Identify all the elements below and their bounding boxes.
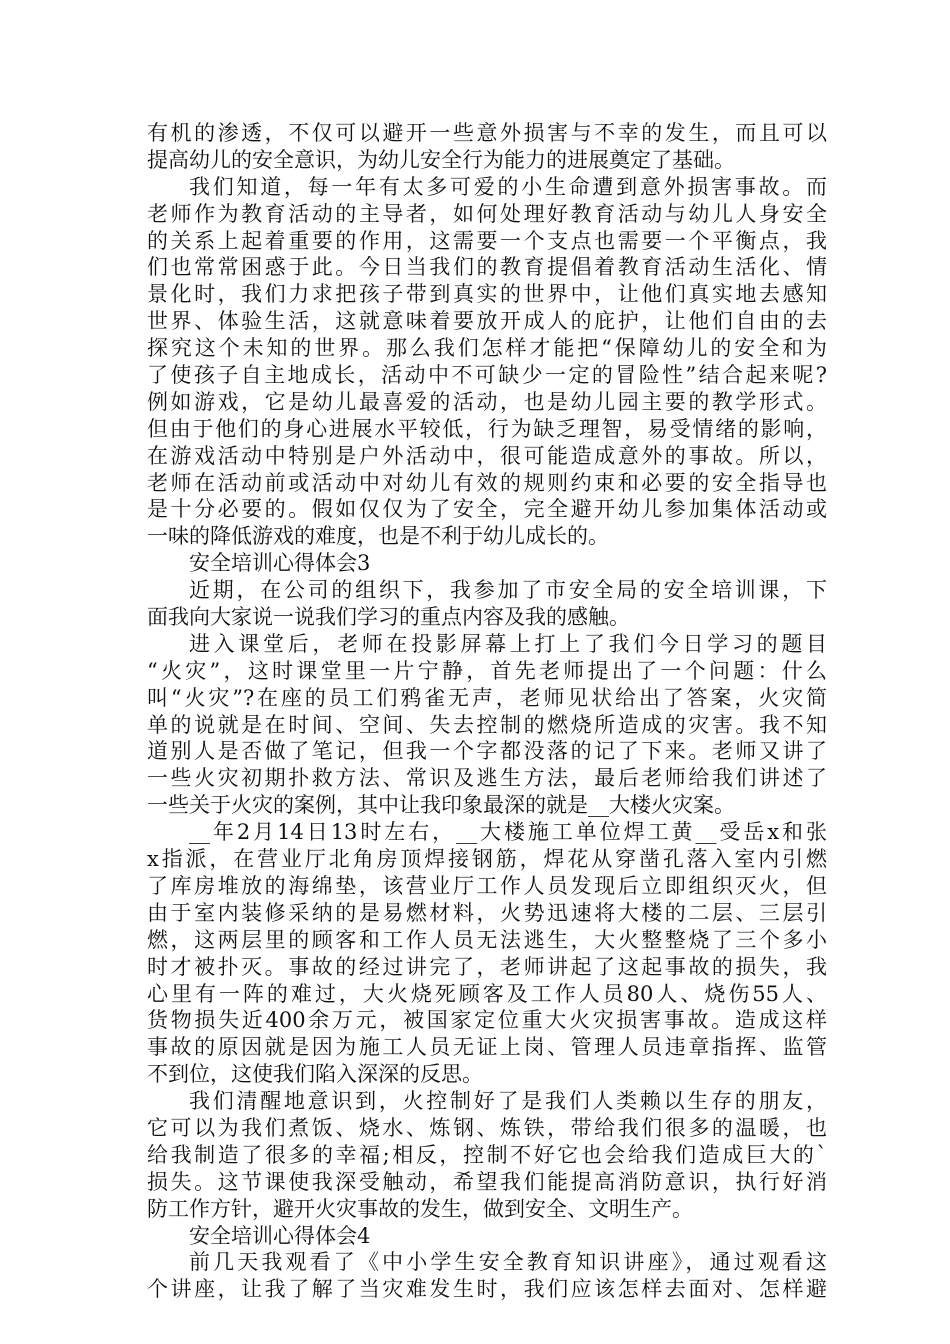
text-line: 一些火灾初期扑救方法、常识及逃生方法，最后老师给我们讲述了	[147, 766, 827, 791]
text-line: 心里有一阵的难过，大火烧死顾客及工作人员80人、烧伤55人、	[147, 981, 827, 1006]
text-line: 但由于他们的身心进展水平较低，行为缺乏理智，易受情绪的影响，	[147, 416, 827, 441]
text-line: 近期，在公司的组织下，我参加了市安全局的安全培训课，下	[189, 578, 827, 603]
text-line: 它可以为我们煮饭、烧水、炼钢、炼铁，带给我们很多的温暖，也	[147, 1115, 827, 1140]
text-line: 了库房堆放的海绵垫，该营业厅工作人员发现后立即组织灭火，但	[147, 873, 827, 898]
text-line: 进入课堂后，老师在投影屏幕上打上了我们今日学习的题目	[189, 631, 827, 656]
text-line: 安全培训心得体会3	[189, 551, 371, 576]
text-line: 的关系上起着重要的作用，这需要一个支点也需要一个平衡点，我	[147, 228, 827, 253]
text-line: 时才被扑灭。事故的经过讲完了，老师讲起了这起事故的损失，我	[147, 954, 827, 979]
text-line: 事故的原因就是因为施工人员无证上岗、管理人员违章指挥、监管	[147, 1035, 827, 1060]
text-line: 世界、体验生活，这就意味着要放开成人的庇护，让他们自由的去	[147, 309, 827, 334]
text-line: 叫“火灾”?在座的员工们鸦雀无声，老师见状给出了答案，火灾简	[147, 685, 827, 710]
text-line: x指派，在营业厅北角房顶焊接钢筋，焊花从穿凿孔落入室内引燃	[147, 847, 827, 872]
text-line: 给我制造了很多的幸福;相反，控制不好它也会给我们造成巨大的`	[147, 1142, 827, 1167]
text-line: “火灾”，这时课堂里一片宁静，首先老师提出了一个问题：什么	[147, 658, 827, 683]
text-line: 损失。这节课使我深受触动，希望我们能提高消防意识，执行好消	[147, 1169, 827, 1194]
text-line: 前几天我观看了《中小学生安全教育知识讲座》，通过观看这	[189, 1250, 827, 1275]
text-line: 一些关于火灾的案例，其中让我印象最深的就是__大楼火灾案。	[147, 793, 735, 818]
text-line: 道别人是否做了笔记，但我一个字都没落的记了下来。老师又讲了	[147, 739, 827, 764]
text-line: 我们清醒地意识到，火控制好了是我们人类赖以生存的朋友，	[189, 1089, 827, 1114]
text-line: 们也常常困惑于此。今日当我们的教育提倡着教育活动生活化、情	[147, 255, 827, 280]
text-line: 燃，这两层里的顾客和工作人员无法逃生，大火整整烧了三个多小	[147, 927, 827, 952]
text-line: 提高幼儿的安全意识，为幼儿安全行为能力的进展奠定了基础。	[147, 147, 735, 172]
text-line: 安全培训心得体会4	[189, 1223, 371, 1248]
text-line: 是十分必要的。假如仅仅为了安全，完全避开幼儿参加集体活动或	[147, 497, 827, 522]
text-line: 我们知道，每一年有太多可爱的小生命遭到意外损害事故。而	[189, 174, 827, 199]
text-line: 探究这个未知的世界。那么我们怎样才能把“保障幼儿的安全和为	[147, 336, 827, 361]
document-body	[147, 120, 827, 1303]
text-line: 有机的渗透，不仅可以避开一些意外损害与不幸的发生，而且可以	[147, 121, 827, 145]
text-line: 老师在活动前或活动中对幼儿有效的规则约束和必要的安全指导也	[147, 470, 827, 495]
text-line: 货物损失近400余万元，被国家定位重大火灾损害事故。造成这样	[147, 1008, 827, 1033]
text-line: __年2月14日13时左右，__大楼施工单位焊工黄__受岳x和张	[189, 820, 827, 845]
text-line: 在游戏活动中特别是户外活动中，很可能造成意外的事故。所以，	[147, 443, 827, 468]
text-line: 了使孩子自主地成长，活动中不可缺少一定的冒险性”结合起来呢?	[147, 363, 827, 388]
text-line: 个讲座，让我了解了当灾难发生时，我们应该怎样去面对、怎样避	[147, 1277, 827, 1302]
text-line: 老师作为教育活动的主导者，如何处理好教育活动与幼儿人身安全	[147, 201, 827, 226]
text-line: 例如游戏，它是幼儿最喜爱的活动，也是幼儿园主要的教学形式。	[147, 389, 827, 414]
text-line: 一味的降低游戏的难度，也是不利于幼儿成长的。	[147, 524, 609, 549]
text-line: 单的说就是在时间、空间、失去控制的燃烧所造成的灾害。我不知	[147, 712, 827, 737]
text-line: 面我向大家说一说我们学习的重点内容及我的感触。	[147, 605, 630, 630]
text-line: 景化时，我们力求把孩子带到真实的世界中，让他们真实地去感知	[147, 282, 827, 307]
text-line: 不到位，这使我们陷入深深的反思。	[147, 1062, 483, 1087]
text-line: 由于室内装修采纳的是易燃材料，火势迅速将大楼的二层、三层引	[147, 900, 827, 925]
text-line: 防工作方针，避开火灾事故的发生，做到安全、文明生产。	[147, 1196, 693, 1221]
